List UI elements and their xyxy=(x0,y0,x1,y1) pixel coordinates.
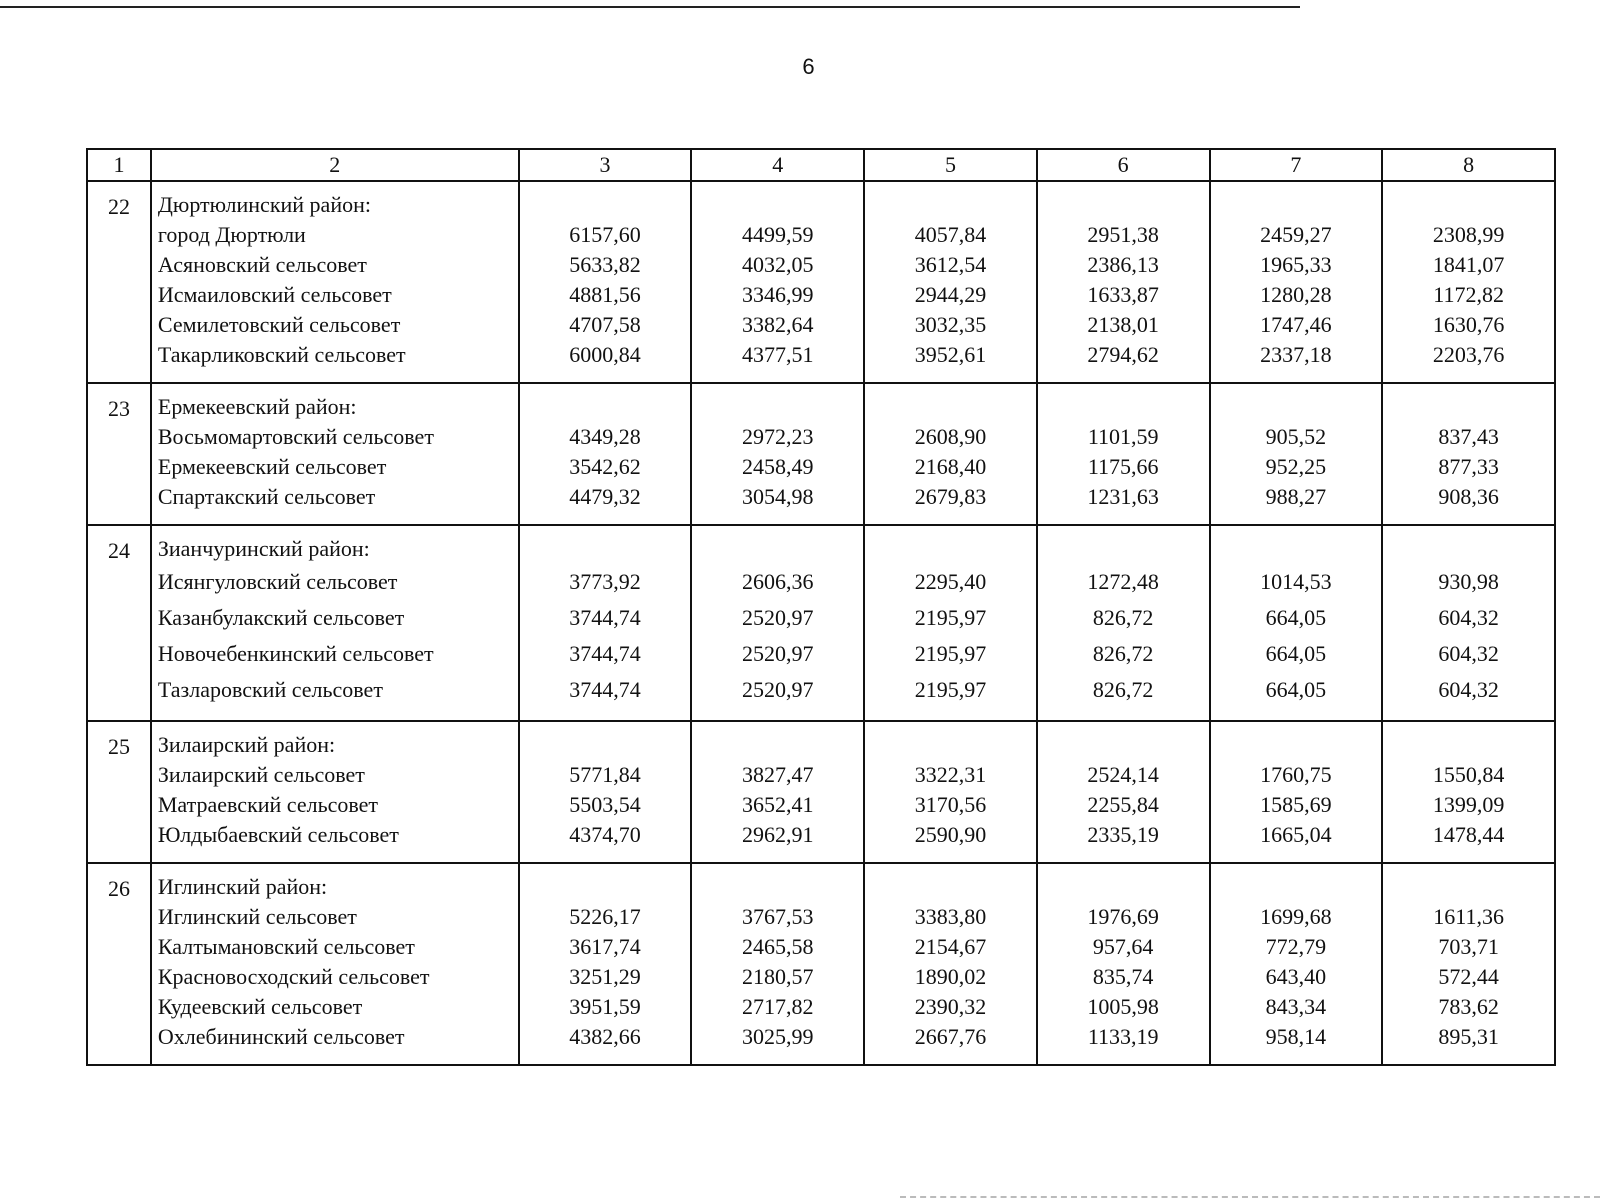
value-cell: 3773,92 xyxy=(569,569,641,594)
group-row xyxy=(87,525,1555,721)
value-cell: 2154,67 xyxy=(914,934,987,959)
value-cell: 2459,27 xyxy=(1260,222,1332,247)
value-column-5 xyxy=(864,721,1037,863)
group-number: 25 xyxy=(87,721,151,863)
value-cell: 3383,80 xyxy=(914,904,987,929)
value-cell: 664,05 xyxy=(1265,641,1327,666)
name-cell xyxy=(151,525,519,721)
value-column-7 xyxy=(1210,525,1383,721)
value-column-3 xyxy=(519,721,692,863)
value-cell: 4707,58 xyxy=(569,312,641,337)
value-cell: 2195,97 xyxy=(914,605,987,630)
value-column-7 xyxy=(1210,863,1383,1065)
group-number: 26 xyxy=(87,863,151,1065)
value-cell: 5226,17 xyxy=(569,904,641,929)
name-cell xyxy=(151,863,519,1065)
value-column-8 xyxy=(1382,863,1555,1065)
header-cell: 8 xyxy=(1382,149,1555,181)
value-cell: 2520,97 xyxy=(741,677,814,702)
value-cell: 2951,38 xyxy=(1087,222,1159,247)
header-cell: 4 xyxy=(691,149,864,181)
value-cell: 2180,57 xyxy=(741,964,814,989)
value-cell: 6157,60 xyxy=(569,222,641,247)
value-cell: 2295,40 xyxy=(914,569,987,594)
value-cell: 826,72 xyxy=(1092,641,1154,666)
value-cell: 3612,54 xyxy=(914,252,987,277)
value-cell: 2679,83 xyxy=(914,484,987,509)
value-column-5 xyxy=(864,863,1037,1065)
value-cell: 703,71 xyxy=(1438,934,1499,959)
value-cell: 3951,59 xyxy=(569,994,641,1019)
name-cell xyxy=(151,721,519,863)
value-column-3 xyxy=(519,383,692,525)
value-column-8 xyxy=(1382,181,1555,383)
value-cell: 1133,19 xyxy=(1087,1024,1159,1049)
value-column-5 xyxy=(864,525,1037,721)
value-cell: 3542,62 xyxy=(569,454,641,479)
value-cell: 4382,66 xyxy=(569,1024,641,1049)
value-cell: 1611,36 xyxy=(1433,904,1504,929)
settlement-name: Такарликовский сельсовет xyxy=(157,342,406,367)
value-cell: 5771,84 xyxy=(569,762,641,787)
value-cell: 930,98 xyxy=(1438,569,1499,594)
value-cell: 905,52 xyxy=(1265,424,1327,449)
value-cell: 2520,97 xyxy=(741,641,814,666)
value-cell: 1550,84 xyxy=(1432,762,1505,787)
value-cell: 783,62 xyxy=(1438,994,1499,1019)
value-column-4 xyxy=(691,863,864,1065)
settlement-name: Восьмомартовский сельсовет xyxy=(157,424,434,449)
settlement-name: Юлдыбаевский сельсовет xyxy=(157,822,399,847)
value-column-4 xyxy=(691,721,864,863)
value-cell: 3617,74 xyxy=(569,934,641,959)
value-cell: 2606,36 xyxy=(741,569,814,594)
district-name: Дюртюлинский район: xyxy=(157,192,371,217)
settlement-name: Новочебенкинский сельсовет xyxy=(157,641,434,666)
value-cell: 2138,01 xyxy=(1087,312,1159,337)
value-cell: 1399,09 xyxy=(1432,792,1505,817)
value-cell: 2524,14 xyxy=(1087,762,1159,787)
value-cell: 3346,99 xyxy=(741,282,814,307)
settlement-name: Матраевский сельсовет xyxy=(157,792,379,817)
value-column-6 xyxy=(1037,383,1210,525)
value-cell: 5633,82 xyxy=(569,252,641,277)
value-cell: 1005,98 xyxy=(1087,994,1159,1019)
value-column-7 xyxy=(1210,181,1383,383)
value-cell: 2717,82 xyxy=(741,994,814,1019)
value-cell: 1272,48 xyxy=(1087,569,1159,594)
value-cell: 2972,23 xyxy=(741,424,814,449)
value-column-3 xyxy=(519,863,692,1065)
header-cell: 1 xyxy=(87,149,151,181)
bottom-scan-rule xyxy=(900,1196,1600,1198)
value-cell: 4057,84 xyxy=(914,222,987,247)
value-cell: 4377,51 xyxy=(741,342,814,367)
district-name: Зианчуринский район: xyxy=(157,536,370,561)
value-cell: 2944,29 xyxy=(914,282,987,307)
value-cell: 572,44 xyxy=(1438,964,1499,989)
value-column-7 xyxy=(1210,383,1383,525)
value-cell: 988,27 xyxy=(1265,484,1327,509)
value-column-5 xyxy=(864,181,1037,383)
value-cell: 2962,91 xyxy=(741,822,814,847)
value-cell: 1633,87 xyxy=(1087,282,1159,307)
value-cell: 1890,02 xyxy=(914,964,987,989)
value-cell: 826,72 xyxy=(1092,605,1154,630)
value-cell: 1172,82 xyxy=(1433,282,1504,307)
group-row xyxy=(87,383,1555,525)
value-column-8 xyxy=(1382,721,1555,863)
header-cell: 6 xyxy=(1037,149,1210,181)
data-table xyxy=(86,148,1556,1066)
value-cell: 826,72 xyxy=(1092,677,1154,702)
name-cell xyxy=(151,181,519,383)
settlement-name: Исянгуловский сельсовет xyxy=(157,569,398,594)
value-column-3 xyxy=(519,525,692,721)
header-cell: 5 xyxy=(864,149,1037,181)
value-cell: 3322,31 xyxy=(914,762,987,787)
value-cell: 2337,18 xyxy=(1260,342,1332,367)
value-cell: 3032,35 xyxy=(914,312,987,337)
value-cell: 957,64 xyxy=(1092,934,1154,959)
value-cell: 3744,74 xyxy=(569,605,641,630)
settlement-name: Семилетовский сельсовет xyxy=(157,312,401,337)
group-number: 24 xyxy=(87,525,151,721)
value-cell: 2390,32 xyxy=(914,994,987,1019)
district-name: Зилаирский район: xyxy=(157,732,336,757)
value-cell: 4881,56 xyxy=(569,282,641,307)
value-cell: 2667,76 xyxy=(914,1024,987,1049)
value-cell: 3827,47 xyxy=(741,762,814,787)
value-cell: 835,74 xyxy=(1092,964,1154,989)
value-cell: 2195,97 xyxy=(914,641,987,666)
value-cell: 1965,33 xyxy=(1260,252,1332,277)
value-cell: 3054,98 xyxy=(741,484,814,509)
value-column-5 xyxy=(864,383,1037,525)
value-cell: 643,40 xyxy=(1265,964,1327,989)
value-cell: 1585,69 xyxy=(1260,792,1332,817)
group-row xyxy=(87,721,1555,863)
table-body xyxy=(87,181,1555,1065)
value-cell: 604,32 xyxy=(1438,641,1499,666)
value-cell: 3382,64 xyxy=(741,312,814,337)
value-cell: 877,33 xyxy=(1438,454,1499,479)
settlement-name: Спартакский сельсовет xyxy=(157,484,376,509)
value-cell: 1760,75 xyxy=(1260,762,1332,787)
header-cell: 7 xyxy=(1210,149,1383,181)
settlement-name: Ермекеевский сельсовет xyxy=(157,454,387,479)
value-cell: 664,05 xyxy=(1265,677,1327,702)
value-column-6 xyxy=(1037,525,1210,721)
value-cell: 604,32 xyxy=(1438,677,1499,702)
settlement-name: Тазларовский сельсовет xyxy=(157,677,383,702)
value-column-6 xyxy=(1037,863,1210,1065)
value-cell: 1280,28 xyxy=(1260,282,1332,307)
value-cell: 772,79 xyxy=(1265,934,1327,959)
settlement-name: Асяновский сельсовет xyxy=(157,252,367,277)
value-cell: 4032,05 xyxy=(741,252,814,277)
value-cell: 1699,68 xyxy=(1260,904,1332,929)
value-column-4 xyxy=(691,383,864,525)
value-column-8 xyxy=(1382,383,1555,525)
value-cell: 2608,90 xyxy=(914,424,987,449)
page-number: 6 xyxy=(802,54,815,79)
value-cell: 1231,63 xyxy=(1087,484,1159,509)
value-cell: 2335,19 xyxy=(1087,822,1159,847)
value-cell: 3744,74 xyxy=(569,677,641,702)
value-cell: 958,14 xyxy=(1265,1024,1327,1049)
settlement-name: Исмаиловский сельсовет xyxy=(157,282,392,307)
value-cell: 1665,04 xyxy=(1260,822,1332,847)
value-cell: 3952,61 xyxy=(914,342,987,367)
group-row xyxy=(87,181,1555,383)
settlement-name: Зилаирский сельсовет xyxy=(157,762,365,787)
value-cell: 4499,59 xyxy=(741,222,814,247)
value-cell: 5503,54 xyxy=(569,792,641,817)
value-column-8 xyxy=(1382,525,1555,721)
group-row xyxy=(87,863,1555,1065)
value-cell: 837,43 xyxy=(1438,424,1499,449)
name-cell xyxy=(151,383,519,525)
value-cell: 3170,56 xyxy=(914,792,987,817)
value-cell: 1478,44 xyxy=(1432,822,1505,847)
value-cell: 4349,28 xyxy=(569,424,641,449)
value-cell: 843,34 xyxy=(1265,994,1327,1019)
value-cell: 2308,99 xyxy=(1432,222,1505,247)
value-column-4 xyxy=(691,181,864,383)
district-name: Ермекеевский район: xyxy=(157,394,357,419)
group-number: 22 xyxy=(87,181,151,383)
value-cell: 2195,97 xyxy=(914,677,987,702)
value-cell: 6000,84 xyxy=(569,342,641,367)
value-cell: 664,05 xyxy=(1265,605,1327,630)
group-number: 23 xyxy=(87,383,151,525)
value-cell: 2465,58 xyxy=(741,934,814,959)
settlement-name: город Дюртюли xyxy=(157,222,306,247)
district-name: Иглинский район: xyxy=(157,874,328,899)
value-cell: 2203,76 xyxy=(1432,342,1505,367)
value-cell: 2458,49 xyxy=(741,454,814,479)
value-cell: 3251,29 xyxy=(569,964,641,989)
settlement-name: Охлебининский сельсовет xyxy=(157,1024,405,1049)
value-cell: 2520,97 xyxy=(741,605,814,630)
value-cell: 908,36 xyxy=(1438,484,1499,509)
value-cell: 3744,74 xyxy=(569,641,641,666)
value-cell: 4479,32 xyxy=(569,484,641,509)
value-cell: 895,31 xyxy=(1438,1024,1499,1049)
value-cell: 3025,99 xyxy=(741,1024,814,1049)
header-cell: 2 xyxy=(151,149,519,181)
value-cell: 2590,90 xyxy=(914,822,987,847)
settlement-name: Иглинский сельсовет xyxy=(157,904,357,929)
value-cell: 2255,84 xyxy=(1087,792,1159,817)
value-cell: 1841,07 xyxy=(1432,252,1505,277)
value-cell: 1630,76 xyxy=(1432,312,1505,337)
value-cell: 3767,53 xyxy=(741,904,814,929)
value-cell: 1101,59 xyxy=(1087,424,1159,449)
top-scan-rule xyxy=(0,6,1300,8)
value-cell: 2386,13 xyxy=(1087,252,1159,277)
value-column-3 xyxy=(519,181,692,383)
value-cell: 604,32 xyxy=(1438,605,1499,630)
value-column-7 xyxy=(1210,721,1383,863)
value-column-6 xyxy=(1037,721,1210,863)
value-cell: 2168,40 xyxy=(914,454,987,479)
value-column-4 xyxy=(691,525,864,721)
settlement-name: Казанбулакский сельсовет xyxy=(157,605,405,630)
value-column-6 xyxy=(1037,181,1210,383)
value-cell: 1175,66 xyxy=(1087,454,1159,479)
settlement-name: Калтымановский сельсовет xyxy=(157,934,415,959)
value-cell: 1747,46 xyxy=(1260,312,1332,337)
value-cell: 2794,62 xyxy=(1087,342,1159,367)
value-cell: 1976,69 xyxy=(1087,904,1159,929)
settlement-name: Кудеевский сельсовет xyxy=(157,994,363,1019)
header-row xyxy=(87,149,1555,181)
value-cell: 952,25 xyxy=(1265,454,1327,479)
value-cell: 3652,41 xyxy=(741,792,814,817)
settlement-name: Красновосходский сельсовет xyxy=(157,964,430,989)
header-cell: 3 xyxy=(519,149,692,181)
value-cell: 1014,53 xyxy=(1260,569,1332,594)
value-cell: 4374,70 xyxy=(569,822,641,847)
